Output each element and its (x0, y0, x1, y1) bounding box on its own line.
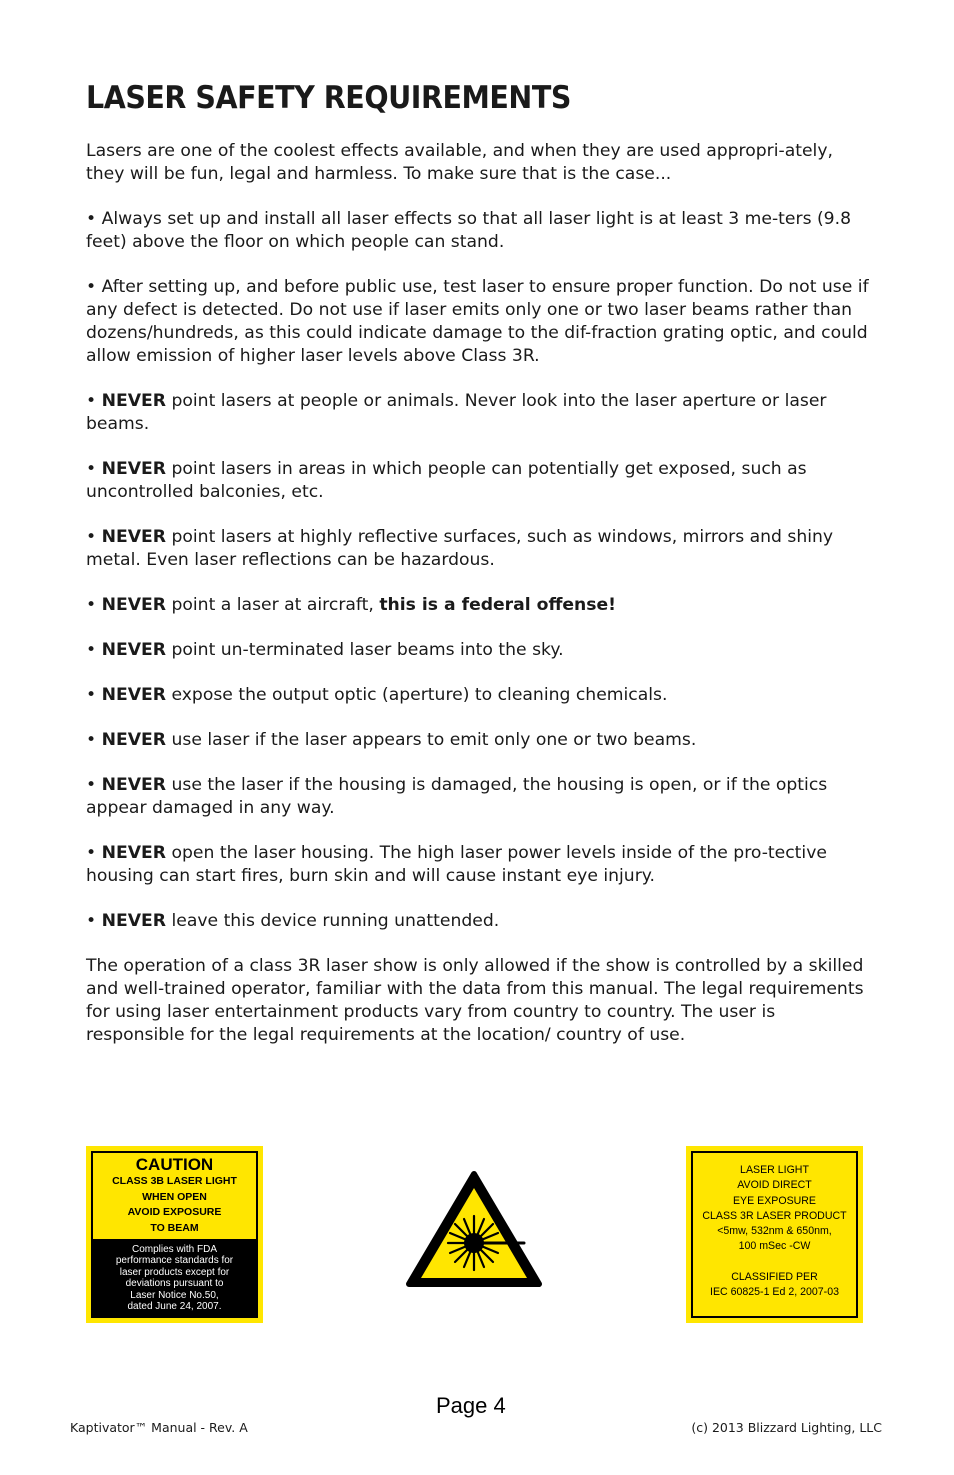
class-3r-label (686, 1146, 863, 1323)
bullet-marker: • (86, 911, 102, 931)
footer-manual-title: Kaptivator™ Manual - Rev. A (70, 1420, 248, 1435)
bullet-8 (86, 684, 876, 707)
bullet-marker: • (86, 527, 102, 547)
bullet-7 (86, 639, 876, 662)
caution-heading: CAUTION (135, 1155, 214, 1174)
class-3r-line: EYE EXPOSURE (732, 1194, 816, 1207)
bullet-marker: • (86, 391, 102, 411)
bullet-text: point a laser at aircraft, (166, 595, 380, 615)
bullet-1: • Always set up and install all laser effects so that all laser light is at least 3 me-ters (9.8 feet) above the floor on which people can stand. (86, 209, 852, 252)
caution-label-border (91, 1151, 258, 1318)
caution-line: AVOID EXPOSURE (127, 1206, 222, 1218)
caution-line: CLASS 3B LASER LIGHT (112, 1175, 237, 1187)
compliance-block (93, 1239, 256, 1316)
bullet-text: expose the output optic (aperture) to cleaning chemicals. (166, 685, 668, 705)
never-emphasis: NEVER (101, 685, 167, 705)
class-3r-label-border (691, 1151, 858, 1318)
bullet-marker: • (86, 685, 102, 705)
compliance-line: Laser Notice No.50, (130, 1289, 219, 1301)
bullet-text: use the laser if the housing is damaged, the housing is open, or if the optics appear damaged in any way. (86, 775, 828, 818)
bullet-text: leave this device running unattended. (166, 911, 500, 931)
bullet-9 (86, 729, 876, 752)
intro-paragraph: Lasers are one of the coolest effects available, and when they are used appropri-ately, they will be fun, legal and harmless. To make sure that is the case... (86, 141, 833, 184)
page-number: Page 4 (436, 1393, 506, 1418)
bullet-10 (86, 774, 876, 820)
bullet-text: point lasers at highly reflective surfaces, such as windows, mirrors and shiny metal. Even laser reflections can be hazardous. (86, 527, 834, 570)
class-3r-line: LASER LIGHT (740, 1164, 809, 1176)
bullet-text: point lasers at people or animals. Never look into the laser aperture or laser beams. (86, 391, 827, 434)
never-emphasis: NEVER (101, 640, 167, 660)
bullet-marker: • (86, 459, 102, 479)
content-body (86, 140, 876, 1069)
compliance-line: laser products except for (119, 1266, 230, 1278)
compliance-line: Complies with FDA (131, 1244, 218, 1255)
bullet-4 (86, 458, 876, 504)
compliance-line: dated June 24, 2007. (127, 1301, 222, 1313)
class-3r-line: <5mw, 532nm & 650nm, (717, 1225, 832, 1238)
bullet-marker: • (86, 595, 102, 615)
never-emphasis: NEVER (101, 843, 167, 863)
bullet-3 (86, 390, 876, 436)
bullet-text: point un-terminated laser beams into the sky. (166, 640, 564, 660)
class-3r-line: IEC 60825-1 Ed 2, 2007-03 (710, 1286, 839, 1299)
never-emphasis: NEVER (101, 459, 167, 479)
caution-label (86, 1146, 263, 1323)
class-3r-line: 100 mSec -CW (738, 1240, 811, 1253)
class-3r-line: CLASSIFIED PER (731, 1270, 818, 1283)
never-emphasis: NEVER (101, 527, 167, 547)
bullet-12 (86, 910, 876, 933)
bullet-marker: • (86, 730, 102, 750)
bullet-marker: • (86, 640, 102, 660)
federal-offense-emphasis: this is a federal offense! (379, 595, 616, 615)
compliance-line: performance standards for (115, 1255, 234, 1267)
label-spacer (693, 1255, 856, 1270)
caution-line: TO BEAM (150, 1221, 199, 1234)
page-title: LASER SAFETY REQUIREMENTS (86, 80, 571, 116)
bullet-11 (86, 842, 876, 888)
bullet-marker: • (86, 775, 102, 795)
class-3r-line: CLASS 3R LASER PRODUCT (702, 1209, 847, 1222)
bullet-2: • After setting up, and before public use, test laser to ensure proper function. Do not use if any defect is detected. Do not use if laser emits only one or two laser beams rather than dozens/hundreds, as this could indicate damage to the dif-fraction grating optic, and could allow emission of higher laser levels above Class 3R. (86, 277, 869, 366)
bullet-text: point lasers in areas in which people can potentially get exposed, such as uncontrolled balconies, etc. (86, 459, 807, 502)
never-emphasis: NEVER (101, 730, 167, 750)
never-emphasis: NEVER (101, 911, 167, 931)
footer-copyright: (c) 2013 Blizzard Lighting, LLC (691, 1420, 882, 1435)
caution-line: WHEN OPEN (142, 1190, 207, 1203)
compliance-line: deviations pursuant to (125, 1278, 224, 1290)
laser-warning-icon (405, 1170, 543, 1290)
never-emphasis: NEVER (101, 775, 167, 795)
bullet-text: use laser if the laser appears to emit only one or two beams. (166, 730, 697, 750)
bullet-text: open the laser housing. The high laser power levels inside of the pro-tective housing can start fires, burn skin and will cause instant eye injury. (86, 843, 827, 886)
closing-paragraph: The operation of a class 3R laser show is only allowed if the show is controlled by a skilled and well-trained operator, familiar with the data from this manual. The legal requirements for using laser entertainment products vary from country to country. The user is responsible for the legal requirements at the location/ country of use. (86, 956, 864, 1045)
never-emphasis: NEVER (101, 595, 167, 615)
bullet-5 (86, 526, 876, 572)
bullet-marker: • (86, 843, 102, 863)
never-emphasis: NEVER (101, 391, 167, 411)
class-3r-line: AVOID DIRECT (737, 1179, 812, 1192)
caution-label-top (93, 1153, 256, 1236)
bullet-6 (86, 594, 876, 617)
